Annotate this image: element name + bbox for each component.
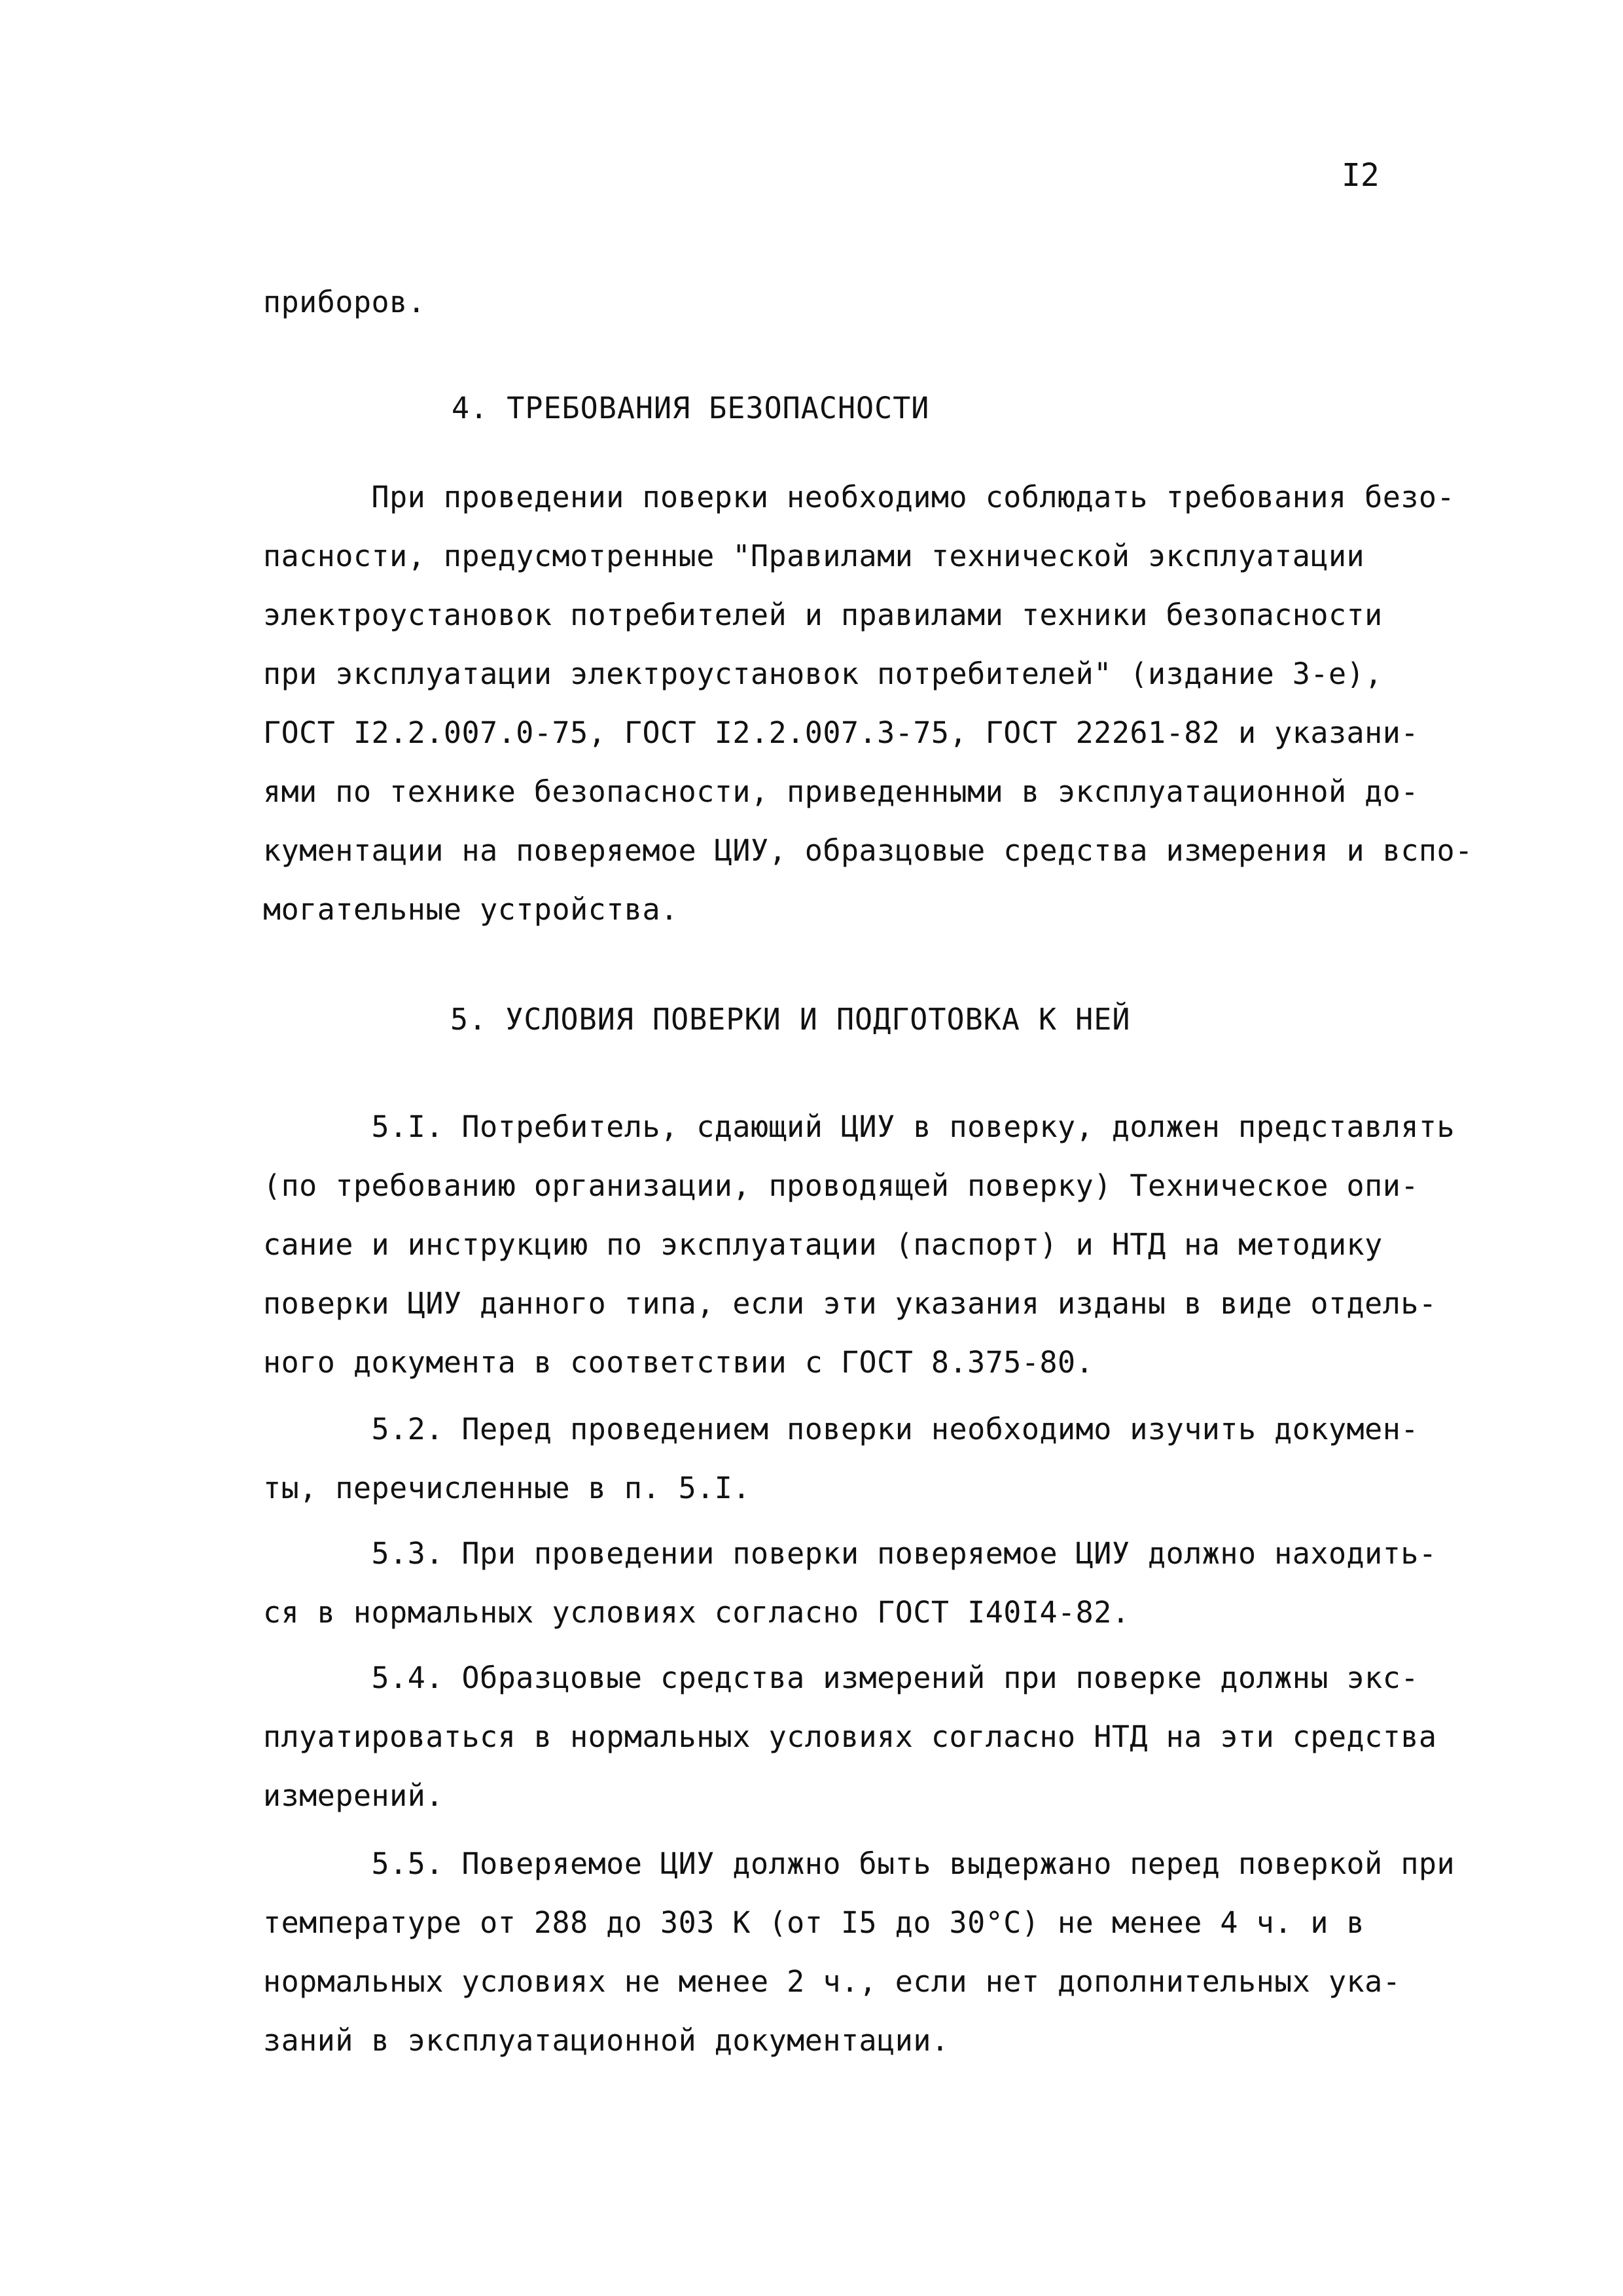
paragraph-5-1-line: ного документа в соответствии с ГОСТ 8.375-80. [263, 1345, 1094, 1380]
paragraph-5-3-line: ся в нормальных условиях согласно ГОСТ I40I4-82. [263, 1595, 1130, 1630]
paragraph-5-2-line: ты, перечисленные в п. 5.I. [263, 1471, 751, 1505]
paragraph-5-1-line: (по требованию организации, проводящей поверку) Техническое опи- [263, 1168, 1419, 1203]
section-4-line: пасности, предусмотренные "Правилами технической эксплуатации [263, 539, 1365, 573]
section-4-line: ГОСТ I2.2.007.0-75, ГОСТ I2.2.007.3-75, ГОСТ 22261-82 и указани- [263, 715, 1419, 750]
section-4-line: кументации на поверяемое ЦИУ, образцовые средства измерения и вспо- [263, 833, 1473, 868]
section-4-heading: 4. ТРЕБОВАНИЯ БЕЗОПАСНОСТИ [452, 391, 930, 425]
paragraph-5-3-line: 5.3. При проведении поверки поверяемое ЦИУ должно находить- [263, 1536, 1437, 1571]
paragraph-5-1-line: 5.I. Потребитель, сдающий ЦИУ в поверку, должен представлять [263, 1109, 1455, 1144]
section-4-line: ями по технике безопасности, приведенными в эксплуатационной до- [263, 774, 1419, 809]
paragraph-5-5-line: 5.5. Поверяемое ЦИУ должно быть выдержано перед поверкой при [263, 1846, 1455, 1881]
section-4-line: При проведении поверки необходимо соблюдать требования безо- [263, 480, 1455, 514]
page-number: I2 [1342, 157, 1380, 194]
section-4-line: могательные устройства. [263, 892, 679, 927]
paragraph-5-4-line: измерений. [263, 1778, 444, 1813]
section-5-heading: 5. УСЛОВИЯ ПОВЕРКИ И ПОДГОТОВКА К НЕЙ [450, 1002, 1131, 1037]
paragraph-5-1-line: сание и инструкцию по эксплуатации (паспорт) и НТД на методику [263, 1227, 1383, 1262]
paragraph-5-5-line: нормальных условиях не менее 2 ч., если нет дополнительных ука- [263, 1964, 1401, 1999]
paragraph-5-2-line: 5.2. Перед проведением поверки необходимо изучить докумен- [263, 1412, 1419, 1446]
paragraph-5-5-line: заний в эксплуатационной документации. [263, 2023, 950, 2058]
continuation-text: приборов. [263, 285, 426, 319]
paragraph-5-4-line: 5.4. Образцовые средства измерений при поверке должны экс- [263, 1660, 1419, 1695]
paragraph-5-4-line: плуатироваться в нормальных условиях согласно НТД на эти средства [263, 1719, 1437, 1754]
section-4-line: электроустановок потребителей и правилами техники безопасности [263, 598, 1383, 632]
paragraph-5-5-line: температуре от 288 до 303 К (от I5 до 30°С) не менее 4 ч. и в [263, 1905, 1365, 1940]
section-4-line: при эксплуатации электроустановок потребителей" (издание 3-е), [263, 656, 1383, 691]
paragraph-5-1-line: поверки ЦИУ данного типа, если эти указания изданы в виде отдель- [263, 1286, 1437, 1321]
